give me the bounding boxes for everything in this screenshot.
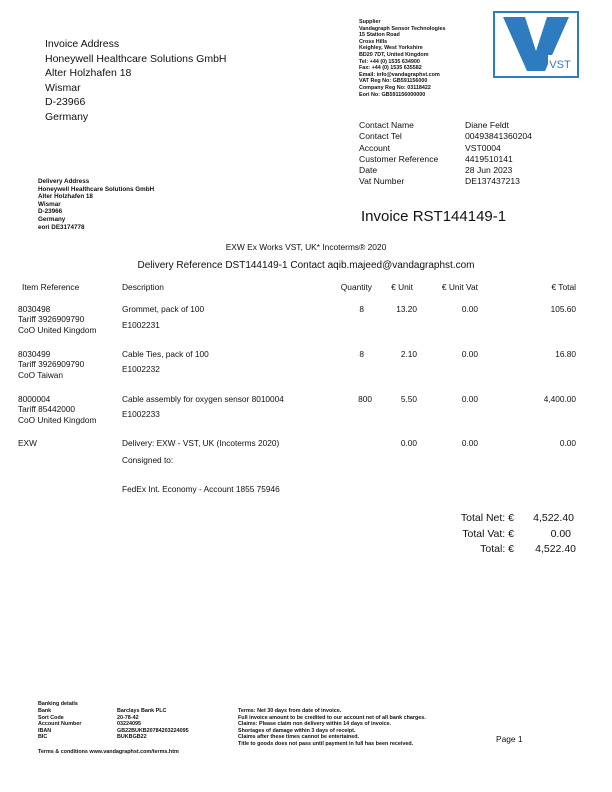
- total-value: 4,522.40: [535, 543, 576, 555]
- contact-label: Account: [359, 142, 391, 153]
- contact-row: [359, 143, 579, 154]
- supplier-line: Company Reg No: 03118422: [359, 84, 431, 91]
- supplier-line: 15 Station Road: [359, 32, 400, 39]
- contact-row: [359, 165, 579, 176]
- item-quantity: 800: [358, 394, 372, 404]
- item-unit-price: 13.20: [396, 304, 417, 314]
- banking-label: IBAN: [38, 727, 52, 734]
- delivery-address-line: Wismar: [38, 200, 61, 208]
- supplier-block: [359, 19, 445, 98]
- banking-value: Barclays Bank PLC: [117, 708, 167, 714]
- supplier-line: Email: info@vandagraphst.com: [359, 71, 440, 78]
- table-row-item: [18, 394, 96, 425]
- col-header-unit: € Unit: [391, 282, 413, 292]
- contact-value: Diane Feldt: [465, 120, 509, 130]
- delivery-address-line: Germany: [38, 215, 66, 223]
- item-unit-price: 2.10: [400, 349, 417, 359]
- terms-line: Full invoice amount to be credited to our account net of all bank charges.: [238, 714, 426, 721]
- item-tariff: Tariff 85442000: [18, 404, 76, 415]
- total-vat-label: Total Vat: €: [462, 528, 514, 540]
- item-unit-vat: 0.00: [461, 304, 478, 314]
- invoice-address-line: D-23966: [45, 96, 86, 109]
- item-code: E1002233: [122, 409, 160, 419]
- item-code: E1002231: [122, 320, 160, 330]
- invoice-address-line: Wismar: [45, 81, 81, 94]
- delivery-address-line: Alter Holzhafen 18: [38, 193, 93, 201]
- contact-value: VST0004: [465, 142, 501, 153]
- item-origin: CoO United Kingdom: [18, 414, 97, 425]
- total-label: Total: €: [480, 543, 514, 555]
- col-header-total: € Total: [551, 282, 576, 292]
- item-tariff: Tariff 3926909790: [18, 359, 85, 370]
- banking-value: 03224095: [117, 721, 141, 728]
- incoterms-line: EXW Ex Works VST, UK* Incoterms® 2020: [225, 242, 387, 252]
- col-header-item: Item Reference: [22, 282, 80, 292]
- item-origin: CoO United Kingdom: [18, 324, 97, 335]
- contact-value: 28 Jun 2023: [465, 165, 513, 176]
- item-unit-vat: 0.00: [461, 394, 478, 404]
- contact-value: 00493841360204: [465, 131, 532, 142]
- delivery-address-line: D-23966: [38, 208, 63, 216]
- item-reference: 8000004: [18, 394, 51, 404]
- terms-line: Shortages of damage within 3 days of receipt.: [238, 727, 356, 734]
- item-unit-vat: 0.00: [461, 349, 478, 359]
- contact-value: 4419510141: [465, 153, 513, 164]
- invoice-address-line: Honeywell Healthcare Solutions GmbH: [45, 52, 227, 65]
- item-description: Cable assembly for oxygen sensor 8010004: [122, 394, 284, 404]
- page-number: Page 1: [496, 734, 523, 744]
- item-quantity: 8: [359, 304, 364, 314]
- vst-logo: [493, 11, 579, 78]
- supplier-line: Vandagraph Sensor Technologies: [359, 25, 446, 32]
- contact-row: [359, 131, 579, 142]
- item-reference: EXW: [18, 438, 37, 448]
- contact-label: Contact Tel: [359, 131, 402, 142]
- terms-line: Terms: Net 30 days from date of invoice.: [238, 708, 342, 714]
- item-unit-price: 0.00: [400, 438, 417, 448]
- banking-value: GB22BUKB20784203224095: [117, 727, 189, 734]
- supplier-line: Cross Hills: [359, 38, 388, 45]
- payment-terms: [238, 708, 426, 748]
- terms-line: Title to goods does not pass until payment in full has been received.: [238, 740, 414, 747]
- item-origin: CoO Taiwan: [18, 369, 64, 380]
- item-tariff: Tariff 3926909790: [18, 314, 85, 325]
- item-quantity: 8: [359, 349, 364, 359]
- item-reference: 8030499: [18, 349, 51, 359]
- terms-line: Claims after these times cannot be entertained.: [238, 734, 360, 741]
- contact-details: [359, 120, 579, 188]
- col-header-quantity: Quantity: [340, 282, 372, 292]
- banking-labels: [38, 708, 81, 741]
- item-unit-vat: 0.00: [461, 438, 478, 448]
- item-total: 16.80: [555, 349, 576, 359]
- delivery-description: Delivery: EXW - VST, UK (Incoterms 2020): [122, 438, 280, 448]
- supplier-line: Supplier: [359, 19, 381, 25]
- supplier-line: Tel: +44 (0) 1535 634900: [359, 58, 420, 65]
- delivery-address: [38, 178, 154, 231]
- total-net-value: 4,522.40: [533, 512, 574, 524]
- item-total: 0.00: [559, 438, 576, 448]
- banking-label: Sort Code: [38, 714, 64, 721]
- consigned-to: Consigned to:: [122, 455, 174, 465]
- banking-value: BUKBGB22: [117, 734, 147, 741]
- item-description: Grommet, pack of 100: [122, 304, 205, 314]
- item-reference: 8030498: [18, 304, 51, 314]
- banking-heading: Banking details: [38, 701, 78, 707]
- terms-conditions-link[interactable]: Terms & conditions www.vandagraphst.com/terms.htm: [38, 749, 179, 755]
- delivery-reference: Delivery Reference DST144149-1 Contact aqib.majeed@vandagraphst.com: [137, 260, 475, 271]
- banking-label: BIC: [38, 734, 48, 741]
- supplier-line: BD20 7DT, United Kingdom: [359, 51, 429, 58]
- contact-value: DE137437213: [465, 176, 520, 187]
- invoice-address-line: Germany: [45, 110, 89, 123]
- logo-text: VST: [549, 59, 571, 71]
- invoice-title: Invoice RST144149-1: [361, 208, 507, 225]
- delivery-address-line: Delivery Address: [38, 178, 90, 185]
- invoice-address: [45, 37, 227, 125]
- contact-label: Contact Name: [359, 120, 414, 130]
- supplier-line: Eori No: GB591156000000: [359, 91, 426, 98]
- item-total: 4,400.00: [543, 394, 576, 404]
- contact-label: Vat Number: [359, 176, 405, 187]
- contact-row: [359, 120, 579, 131]
- item-description: Cable Ties, pack of 100: [122, 349, 209, 359]
- supplier-line: VAT Reg No: GB591156000: [359, 78, 428, 85]
- item-total: 105.60: [550, 304, 576, 314]
- carrier-account: FedEx Int. Economy - Account 1855 75946: [122, 484, 280, 494]
- table-row-item: [18, 349, 84, 380]
- banking-values: [117, 708, 189, 741]
- terms-line: Claims: Please claim non delivery within 14 days of invoice.: [238, 721, 392, 728]
- contact-label: Date: [359, 165, 378, 176]
- invoice-address-heading: Invoice Address: [45, 38, 120, 50]
- table-row-item: [18, 304, 96, 335]
- total-net-label: Total Net: €: [460, 512, 514, 524]
- contact-row: [359, 176, 579, 187]
- item-code: E1002232: [122, 364, 160, 374]
- delivery-address-line: eori DE3174778: [38, 223, 85, 231]
- contact-row: [359, 154, 579, 165]
- col-header-description: Description: [122, 282, 164, 292]
- banking-label: Account Number: [38, 721, 82, 728]
- invoice-address-line: Alter Holzhafen 18: [45, 67, 132, 80]
- contact-label: Customer Reference: [359, 153, 439, 164]
- banking-label: Bank: [38, 708, 52, 714]
- supplier-line: Keighley, West Yorkshire: [359, 45, 423, 52]
- delivery-address-line: Honeywell Healthcare Solutions GmbH: [38, 185, 155, 193]
- banking-value: 20-78-42: [117, 714, 139, 721]
- total-vat-value: 0.00: [550, 528, 571, 540]
- supplier-line: Fax: +44 (0) 1535 635582: [359, 65, 422, 72]
- item-unit-price: 5.50: [400, 394, 417, 404]
- col-header-unit-vat: € Unit Vat: [441, 282, 478, 292]
